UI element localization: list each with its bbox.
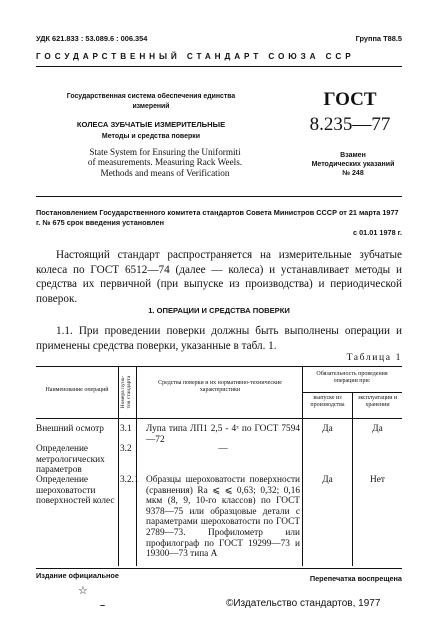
effective-date: с 01.01 1978 г. — [353, 228, 402, 237]
row1-operation: Внешний осмотр — [36, 424, 104, 434]
decree-text: Постановлением Государственного комитета стандартов Совета Министров СССР от 21 марта 1977 г. № 675 срок введения установлен — [36, 208, 399, 227]
table-header-bottom — [36, 418, 402, 419]
header-release: выпуске из производства — [310, 395, 345, 409]
header-use: эксплуатации и хранении — [357, 395, 398, 409]
row1-release: Да — [322, 424, 333, 434]
replaces-note: Взамен Методических указаний № 248 — [311, 152, 395, 178]
table-col-line — [118, 366, 119, 566]
row3-use: Нет — [370, 475, 385, 485]
state-standard-banner: ГОСУДАРСТВЕННЫЙ СТАНДАРТ СОЮЗА ССР — [36, 52, 355, 61]
paragraph-1-1: 1.1. При проведении поверки должны быть выполнены операции и применены средства поверки, указанные в табл. 1. — [36, 325, 402, 352]
footer-rule — [36, 568, 402, 569]
top-rule — [36, 66, 402, 67]
row1-number: 3.1 — [120, 424, 132, 434]
row2-number: 3.2 — [120, 444, 132, 454]
row1-use: Да — [372, 424, 383, 434]
star-icon: ☆ — [78, 585, 88, 597]
row2-means: — — [218, 444, 228, 454]
publisher-copyright: ©Издательство стандартов, 1977 — [226, 598, 381, 609]
table-col-line — [302, 366, 303, 566]
table-caption: Таблица 1 — [346, 352, 402, 363]
row2-operation: Определение метрологических параметров — [36, 444, 105, 476]
english-title: State System for Ensuring the Uniformiti of measurements. Measuring Rack Weels. Methods and means of Verification — [87, 147, 243, 178]
table-col-line — [136, 366, 137, 566]
row3-means: Образцы шероховатости поверхности (сравнения) Ra ⩽ ⩽ 0,63; 0,32; 0,16 мкм (8, 9, 10-го классов) по ГОСТ 9378—75 или образцовые детали с параметрами шероховатости по ГОСТ 2789—73. Профилометр или профилограф по ГОСТ 19299—73 и 19300—73 типа А — [146, 475, 300, 560]
verification-table — [36, 366, 402, 566]
group-code: Группа Т88.5 — [355, 34, 402, 43]
section-heading: 1. ОПЕРАЦИИ И СРЕДСТВА ПОВЕРКИ — [148, 306, 290, 315]
header-means: Средства поверки и их нормативно-технические характеристики — [158, 380, 282, 394]
official-edition: Издание официальное — [36, 571, 119, 580]
intro-paragraph: Настоящий стандарт распространяется на измерительные зубчатые колеса по ГОСТ 6512—74 (далее — колеса) и устанавливает методы и средства их первичной (при выпуске из производства) и периодической поверок. — [36, 249, 402, 305]
footer-dash: – — [100, 600, 106, 610]
system-name: Государственная система обеспечения единства измерений — [66, 93, 236, 110]
row3-operation: Определение шероховатости поверхностей колес — [36, 475, 115, 507]
gost-number: 8.235—77 — [309, 114, 391, 135]
udk-code: УДК 621.833 : 53.089.6 : 006.354 — [36, 34, 148, 43]
reprint-notice: Перепечатка воспрещена — [309, 574, 402, 583]
row3-number: 3.2.1 — [120, 475, 139, 485]
header-operation: Наименование операций — [45, 387, 109, 393]
gost-label: ГОСТ — [323, 89, 377, 110]
table-top-border — [36, 366, 402, 367]
header-number: Номера пунк- тов стандарта — [120, 375, 133, 409]
row1-means: Лупа типа ЛП1 2,5 - 4ˣ по ГОСТ 7594—72 — [146, 424, 300, 445]
standard-subtitle: Методы и средства поверки — [101, 133, 201, 140]
row3-release: Да — [322, 475, 333, 485]
title-rule — [36, 196, 402, 197]
table-col-line — [352, 392, 353, 566]
standard-title: КОЛЕСА ЗУБЧАТЫЕ ИЗМЕРИТЕЛЬНЫЕ — [76, 120, 226, 129]
header-mandatory: Обязательность проведения операции при: — [316, 371, 388, 385]
